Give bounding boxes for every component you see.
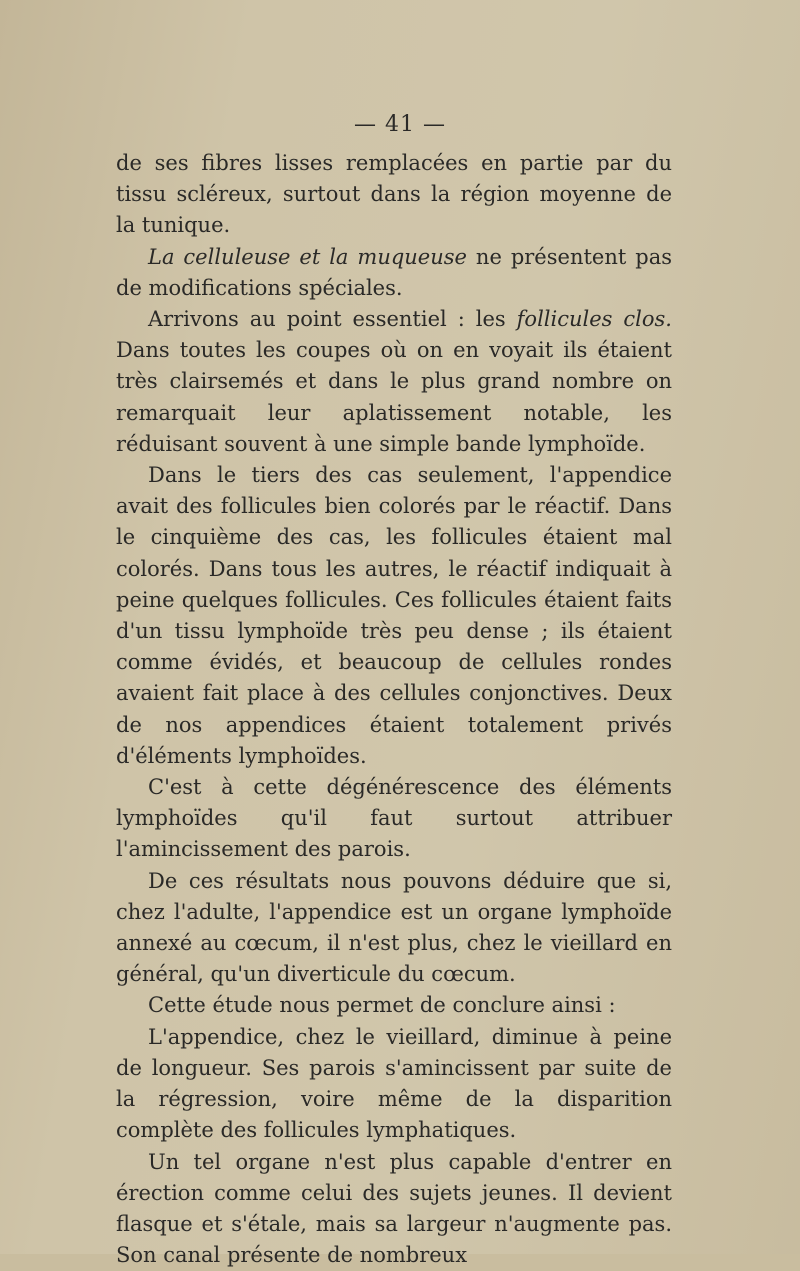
italic-phrase: follicules clos. bbox=[517, 307, 672, 331]
paragraph: C'est à cette dégénérescence des éléments lymphoïdes qu'il faut surtout attribuer l'amincissement des parois. bbox=[116, 772, 672, 866]
body-text bbox=[116, 148, 672, 1271]
paragraph: Cette étude nous permet de conclure ainsi : bbox=[116, 990, 672, 1021]
paragraph: De ces résultats nous pouvons déduire que si, chez l'adulte, l'appendice est un organe lymphoïde annexé au cœcum, il n'est plus, chez le vieillard en général, qu'un diverticule du cœcum. bbox=[116, 866, 672, 991]
paragraph: L'appendice, chez le vieillard, diminue à peine de longueur. Ses parois s'amincissent par suite de la régression, voire même de la disparition complète des follicules lymphatiques. bbox=[116, 1022, 672, 1147]
paragraph: de ses fibres lisses remplacées en partie par du tissu scléreux, surtout dans la région moyenne de la tunique. bbox=[116, 148, 672, 242]
paragraph: La celluleuse et la muqueuse ne présentent pas de modifications spéciales. bbox=[116, 242, 672, 304]
italic-phrase: La celluleuse et la muqueuse bbox=[148, 245, 467, 269]
paragraph: Un tel organe n'est plus capable d'entrer en érection comme celui des sujets jeunes. Il devient flasque et s'étale, mais sa largeur n'augmente pas. Son canal présente de nombreux bbox=[116, 1147, 672, 1271]
paragraph: Dans le tiers des cas seulement, l'appendice avait des follicules bien colorés par le réactif. Dans le cinquième des cas, les follicules étaient mal colorés. Dans tous les autres, le réactif indiquait à peine quelques follicules. Ces follicules étaient faits d'un tissu lymphoïde très peu dense ; ils étaient comme évidés, et beaucoup de cellules rondes avaient fait place à des cellules conjonctives. Deux de nos appendices étaient totalement privés d'éléments lymphoïdes. bbox=[116, 460, 672, 772]
paragraph: Arrivons au point essentiel : les follicules clos. Dans toutes les coupes où on en voyait ils étaient très clairsemés et dans le plus grand nombre on remarquait leur aplatissement notable, les réduisant souvent à une simple bande lymphoïde. bbox=[116, 304, 672, 460]
page-number: — 41 — bbox=[0, 112, 800, 137]
